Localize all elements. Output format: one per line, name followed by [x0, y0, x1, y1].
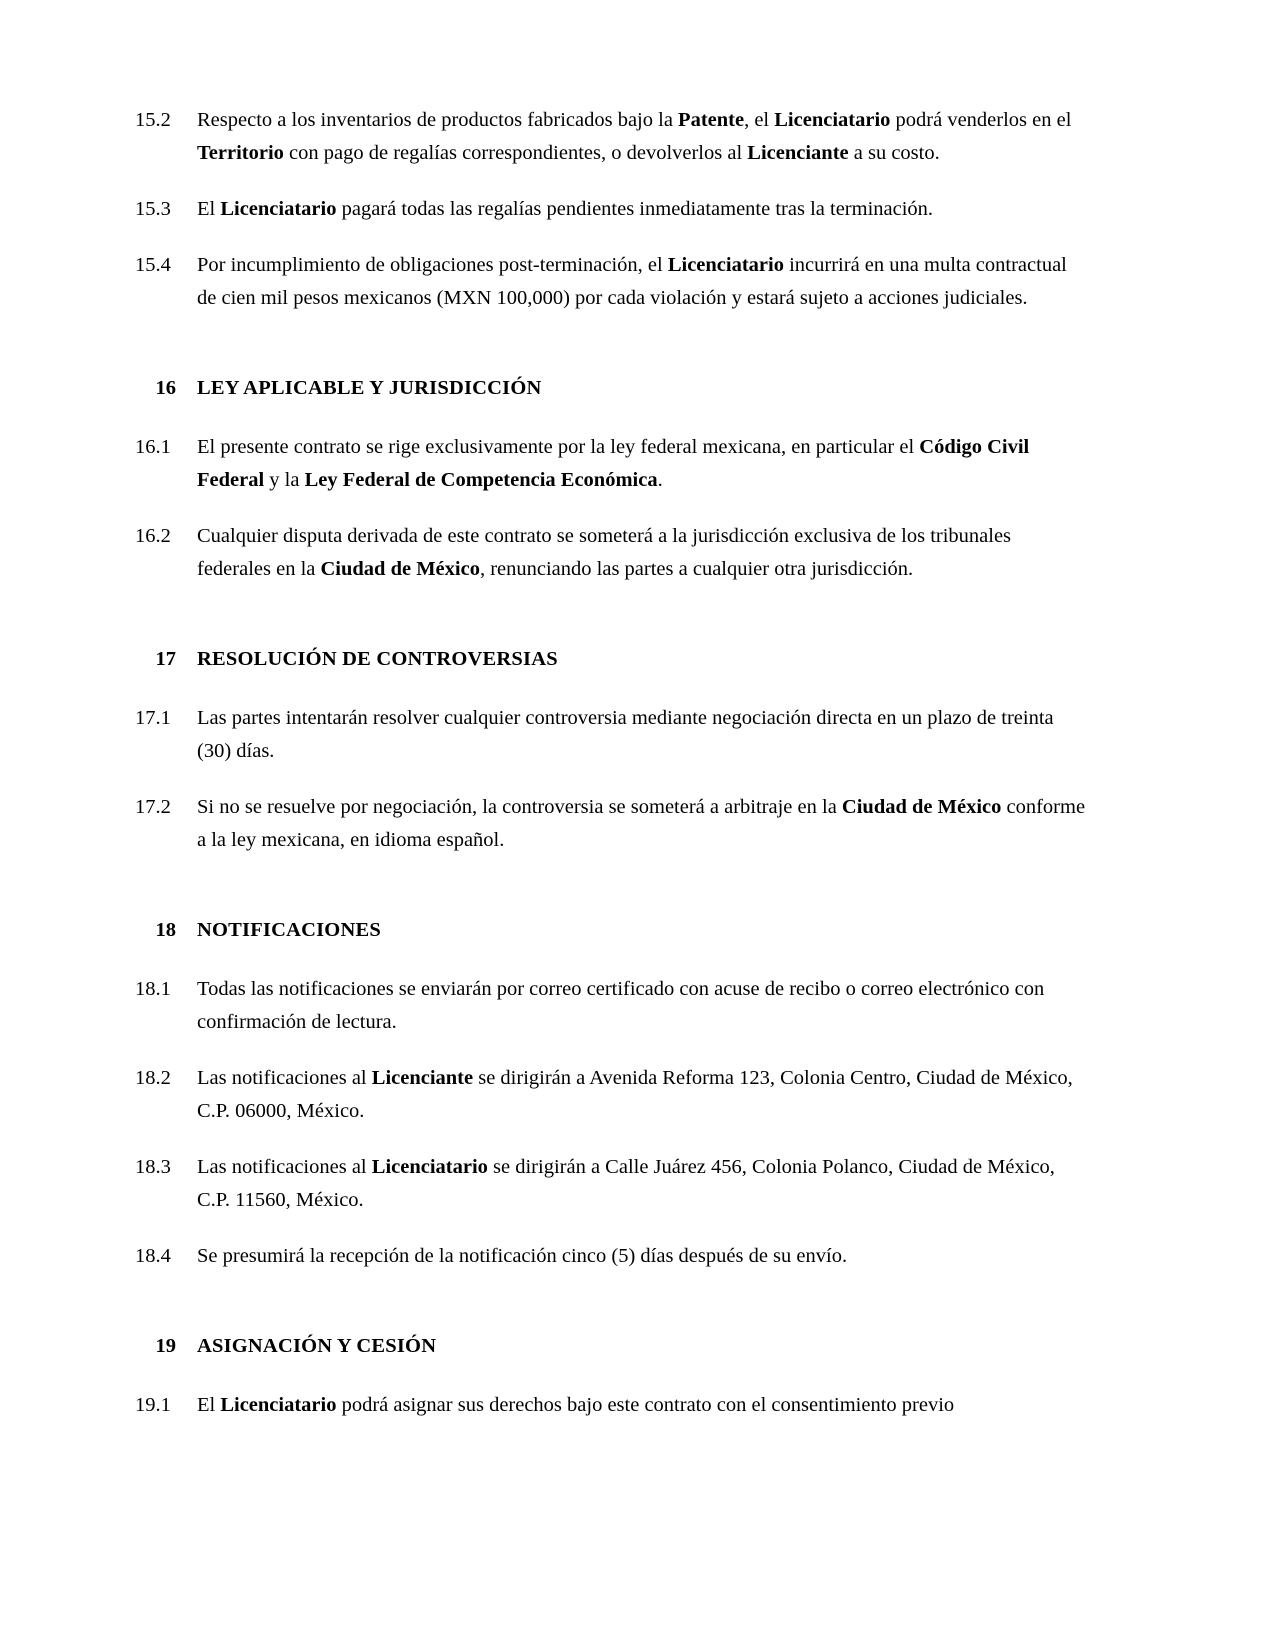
- clause-text: [197, 1389, 1090, 1422]
- clause-number: 15.4: [135, 254, 171, 276]
- section-title: NOTIFICACIONES: [197, 919, 381, 941]
- clause-text: [197, 702, 1090, 768]
- clause: [135, 973, 1090, 1039]
- clause-number: 15.3: [135, 198, 171, 220]
- clause-text-run: Se presumirá la recepción de la notificación cinco (5) días después de su envío.: [197, 1245, 848, 1267]
- defined-term: Territorio: [197, 142, 284, 164]
- clause-text-run: y la: [264, 469, 305, 491]
- clause-number: 15.2: [135, 109, 171, 131]
- clause: [135, 104, 1090, 170]
- clause: [135, 193, 1090, 226]
- defined-term: Ley Federal de Competencia Económica: [304, 469, 658, 491]
- section-title: ASIGNACIÓN Y CESIÓN: [197, 1335, 437, 1357]
- defined-term: Licenciatario: [220, 198, 337, 220]
- clause-text-run: El: [197, 1394, 221, 1416]
- section-heading: [135, 1331, 1090, 1361]
- defined-term: Licenciatario: [667, 254, 784, 276]
- clause-text-run: El: [197, 198, 221, 220]
- clause-text-run: Las notificaciones al: [197, 1156, 372, 1178]
- clause-text-run: se dirigirán a Avenida Reforma 123, Colonia Centro, Ciudad de México, C.P. 06000, México.: [197, 1067, 1073, 1122]
- clause-text-run: con pago de regalías correspondientes, o devolverlos al: [283, 142, 748, 164]
- clause-number: 18.3: [135, 1156, 171, 1178]
- clause-text-run: Cualquier disputa derivada de este contrato se someterá a la jurisdicción exclusiva de los tribunales federales en la: [197, 525, 1012, 580]
- defined-term: Licenciante: [747, 142, 849, 164]
- clause-text-run: incurrirá en una multa contractual de cien mil pesos mexicanos (MXN 100,000) por cada violación y estará sujeto a acciones judiciales.: [197, 254, 1067, 309]
- section-heading: [135, 644, 1090, 674]
- clause-text: [197, 431, 1090, 497]
- clause-text-run: conforme a la ley mexicana, en idioma español.: [197, 796, 1086, 851]
- clause-text: [197, 1240, 1090, 1273]
- clause-number: 17.2: [135, 796, 171, 818]
- section-number: 17: [155, 648, 176, 670]
- section-number: 19: [155, 1335, 176, 1357]
- defined-term: Código Civil Federal: [197, 436, 1030, 491]
- clause: [135, 1151, 1090, 1217]
- clause: [135, 431, 1090, 497]
- clause: [135, 702, 1090, 768]
- clause-text-run: .: [657, 469, 663, 491]
- clause: [135, 1062, 1090, 1128]
- clause-number: 18.2: [135, 1067, 171, 1089]
- section-number: 18: [155, 919, 176, 941]
- clause-text: [197, 193, 1090, 226]
- clause-number: 19.1: [135, 1394, 171, 1416]
- section-number: 16: [155, 377, 176, 399]
- defined-term: Licenciatario: [371, 1156, 488, 1178]
- defined-term: Licenciante: [371, 1067, 474, 1089]
- clause-text-run: Por incumplimiento de obligaciones post-terminación, el: [197, 254, 668, 276]
- section-title: LEY APLICABLE Y JURISDICCIÓN: [197, 377, 542, 399]
- clause-text-run: Las notificaciones al: [197, 1067, 372, 1089]
- clause: [135, 520, 1090, 586]
- clause-text: [197, 791, 1090, 857]
- clause-text-run: podrá asignar sus derechos bajo este contrato con el consentimiento previo: [336, 1394, 955, 1416]
- clause-text-run: pagará todas las regalías pendientes inmediatamente tras la terminación.: [336, 198, 934, 220]
- section-heading: [135, 915, 1090, 945]
- clause: [135, 1389, 1090, 1422]
- section-title: RESOLUCIÓN DE CONTROVERSIAS: [197, 648, 558, 670]
- clause-number: 18.1: [135, 978, 171, 1000]
- clause-text: [197, 249, 1090, 315]
- clause-number: 17.1: [135, 707, 171, 729]
- clause-text: [197, 1151, 1090, 1217]
- clause-text-run: podrá venderlos en el: [890, 109, 1072, 131]
- clause-text-run: se dirigirán a Calle Juárez 456, Colonia Polanco, Ciudad de México, C.P. 11560, México.: [197, 1156, 1055, 1211]
- clause-number: 16.2: [135, 525, 171, 547]
- clause-text: [197, 520, 1090, 586]
- clause-number: 18.4: [135, 1245, 171, 1267]
- clause-text-run: , renunciando las partes a cualquier otra jurisdicción.: [479, 558, 914, 580]
- defined-term: Patente: [678, 109, 745, 131]
- clause: [135, 249, 1090, 315]
- clause-text-run: Las partes intentarán resolver cualquier controversia mediante negociación directa en un plazo de treinta (30) días.: [197, 707, 1054, 762]
- clause-text-run: El presente contrato se rige exclusivamente por la ley federal mexicana, en particular el: [197, 436, 920, 458]
- clause-text-run: , el: [744, 109, 775, 131]
- defined-term: Ciudad de México: [841, 796, 1002, 818]
- section-heading: [135, 373, 1090, 403]
- defined-term: Licenciatario: [220, 1394, 337, 1416]
- clause-text: [197, 1062, 1090, 1128]
- clause: [135, 1240, 1090, 1273]
- clause-text: [197, 973, 1090, 1039]
- defined-term: Ciudad de México: [320, 558, 480, 580]
- clause-text-run: Todas las notificaciones se enviarán por correo certificado con acuse de recibo o correo electrónico con confirmación de lectura.: [197, 978, 1045, 1033]
- clause-text-run: Respecto a los inventarios de productos fabricados bajo la: [197, 109, 679, 131]
- document-body: [135, 104, 1090, 1445]
- clause: [135, 791, 1090, 857]
- clause-text: [197, 104, 1090, 170]
- defined-term: Licenciatario: [774, 109, 891, 131]
- clause-text-run: a su costo.: [848, 142, 940, 164]
- clause-number: 16.1: [135, 436, 171, 458]
- clause-text-run: Si no se resuelve por negociación, la controversia se someterá a arbitraje en la: [197, 796, 842, 818]
